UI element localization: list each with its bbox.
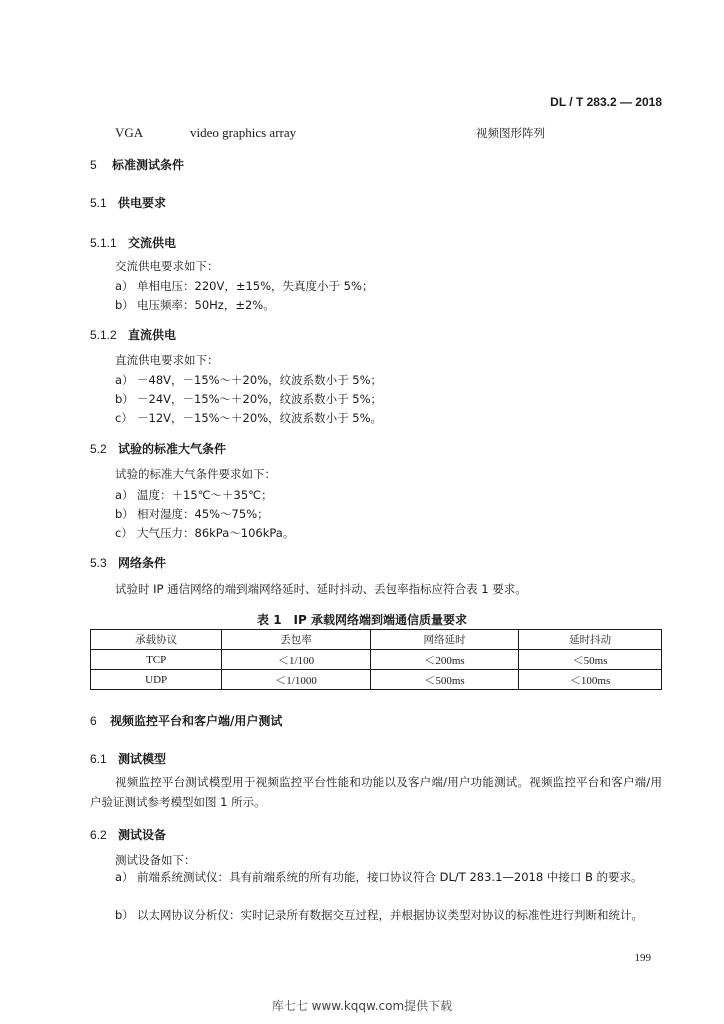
section-title: 试验的标准大气条件 (118, 442, 227, 456)
list-item (115, 372, 382, 388)
section-number: 6.1 (90, 752, 107, 766)
column-header: 网络延时 (370, 630, 518, 650)
section-title: 网络条件 (118, 556, 167, 570)
list-item (115, 391, 382, 407)
section-number: 6 (90, 714, 97, 728)
table-cell: ＜1/1000 (222, 670, 370, 690)
paragraph: 交流供电要求如下： (115, 259, 219, 273)
abbr-english: video graphics array (190, 125, 297, 140)
table-cell: ＜200ms (370, 650, 518, 670)
table-cell: ＜100ms (519, 670, 662, 690)
list-marker: c） (115, 526, 133, 540)
list-item (115, 905, 685, 925)
table-cell: ＜50ms (519, 650, 662, 670)
table-cell: UDP (91, 670, 222, 690)
list-marker: a） (115, 870, 134, 884)
abbr-chinese: 视频图形阵列 (476, 126, 545, 140)
list-marker: c） (115, 411, 133, 425)
section-number: 5.1.2 (90, 328, 117, 342)
abbreviation-row (115, 125, 635, 143)
section-5-1-heading (90, 194, 166, 211)
section-number: 5.1 (90, 196, 107, 210)
quality-requirements-table (90, 629, 662, 690)
list-text: 前端系统测试仪：具有前端系统的所有功能，接口协议符合 DL/T 283.1—2018 中接口 B 的要求。 (137, 870, 643, 884)
column-header: 延时抖动 (519, 630, 662, 650)
paragraph: 试验的标准大气条件要求如下： (115, 467, 276, 481)
paragraph: 试验时 IP 通信网络的端到端网络延时、延时抖动、丢包率指标应符合表 1 要求。 (115, 582, 527, 596)
section-title: 测试设备 (118, 828, 167, 842)
section-5-heading (90, 156, 184, 173)
list-text: －24V，－15%～＋20%，纹波系数小于 5%； (137, 392, 383, 406)
list-item (115, 410, 382, 426)
section-6-2-heading (90, 826, 166, 843)
table-row (91, 650, 662, 670)
section-6-heading (90, 712, 282, 729)
list-text: －12V，－15%～＋20%，纹波系数小于 5%。 (137, 411, 383, 425)
page-number: 199 (634, 952, 651, 964)
list-text: 电压频率：50Hz，±2%。 (137, 298, 275, 312)
list-marker: b） (115, 298, 134, 312)
table-row (91, 670, 662, 690)
list-item (115, 525, 294, 541)
download-footer: 库七七 www.kqqw.com提供下载 (271, 999, 453, 1013)
list-item (115, 487, 273, 503)
list-text: 温度：＋15℃～＋35℃； (137, 488, 273, 502)
list-item (115, 506, 269, 522)
section-title: 测试模型 (118, 752, 167, 766)
list-marker: a） (115, 488, 134, 502)
section-title: 标准测试条件 (112, 158, 185, 172)
section-title: 视频监控平台和客户端/用户测试 (110, 714, 283, 728)
section-number: 5.3 (90, 556, 107, 570)
list-marker: a） (115, 279, 134, 293)
section-number: 5.1.1 (90, 236, 117, 250)
list-marker: a） (115, 373, 134, 387)
section-title: 交流供电 (128, 236, 177, 250)
table-caption: 表 1 IP 承载网络端到端通信质量要求 (257, 613, 467, 627)
paragraph: 视频监控平台测试模型用于视频监控平台性能和功能以及客户端/用户功能测试。视频监控平台和客户端/用户验证测试参考模型如图 1 所示。 (90, 775, 662, 809)
section-5-2-heading (90, 440, 226, 457)
column-header: 承载协议 (91, 630, 222, 650)
table-header-row (91, 630, 662, 650)
paragraph: 直流供电要求如下： (115, 353, 219, 367)
section-number: 5.2 (90, 442, 107, 456)
list-item (115, 278, 373, 294)
section-5-1-1-heading (90, 234, 176, 251)
section-number: 5 (90, 158, 97, 172)
section-title: 直流供电 (128, 328, 177, 342)
list-text: 相对湿度：45%～75%； (137, 507, 269, 521)
table-cell: TCP (91, 650, 222, 670)
list-marker: b） (115, 392, 134, 406)
list-text: 以太网协议分析仪：实时记录所有数据交互过程，并根据协议类型对协议的标准性进行判断和统计。 (137, 908, 643, 922)
table-cell: ＜500ms (370, 670, 518, 690)
list-item (115, 297, 275, 313)
section-6-1-heading (90, 750, 166, 767)
column-header: 丢包率 (222, 630, 370, 650)
list-marker: b） (115, 908, 134, 922)
standard-number: DL / T 283.2 — 2018 (550, 95, 662, 109)
list-text: －48V，－15%～＋20%，纹波系数小于 5%； (137, 373, 383, 387)
section-5-3-heading (90, 554, 166, 571)
table-cell: ＜1/100 (222, 650, 370, 670)
list-text: 大气压力：86kPa～106kPa。 (137, 526, 295, 540)
paragraph: 测试设备如下： (115, 853, 196, 867)
abbr-code: VGA (115, 125, 144, 140)
list-marker: b） (115, 507, 134, 521)
section-title: 供电要求 (118, 196, 167, 210)
list-item (115, 867, 685, 887)
section-5-1-2-heading (90, 326, 176, 343)
list-text: 单相电压：220V，±15%，失真度小于 5%； (137, 279, 374, 293)
section-number: 6.2 (90, 828, 107, 842)
